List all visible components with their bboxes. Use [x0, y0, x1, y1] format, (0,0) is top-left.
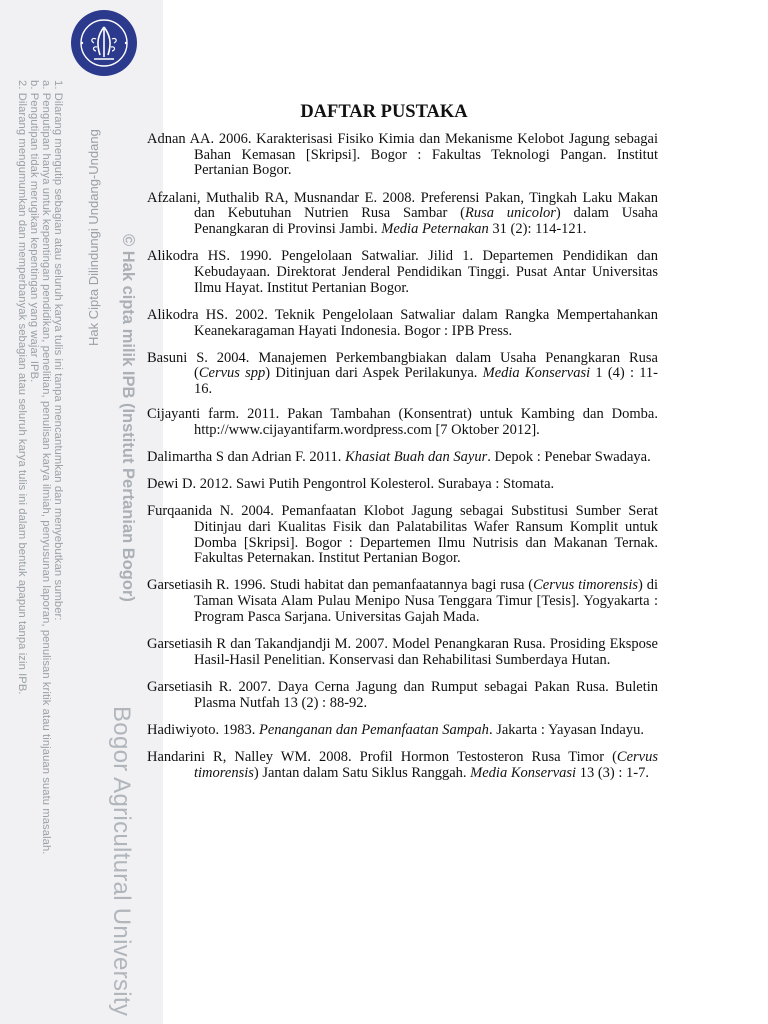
reference-text: ) dalam Usaha Penangkaran di Provinsi Jambi.: [194, 205, 658, 238]
reference-text: Afzalani, Muthalib RA, Musnandar E. 2008. Preferensi Pakan, Tingkah Laku Makan dan Kebutuhan Nutrien Rusa Sambar (: [147, 189, 658, 222]
reference-entry: [147, 723, 658, 739]
reference-text: ) Jantan dalam Satu Siklus Ranggah.: [253, 764, 471, 781]
reference-entry: [147, 132, 658, 179]
reference-entry: [147, 637, 658, 668]
reference-text: Garsetiasih R. 2007. Daya Cerna Jagung dan Rumput sebagai Pakan Rusa. Buletin Plasma Nutfah 13 (2) : 88-92.: [147, 678, 658, 711]
reference-text: ) di Taman Wisata Alam Pulau Menipo Nusa Tenggara Timur [Tesis]. Yogyakarta : Program Pasca Sarjana. Universitas Gajah Mada.: [194, 577, 658, 625]
reference-entry: [147, 407, 658, 438]
reference-entry: [147, 351, 658, 398]
reference-entry: [147, 750, 658, 781]
reference-text: ) Ditinjuan dari Aspek Perilakunya.: [265, 365, 483, 382]
reference-entry: [147, 477, 658, 493]
copyright-watermark: © Hak cipta milik IPB (Institut Pertanian Bogor): [119, 234, 137, 602]
reference-text: Adnan AA. 2006. Karakterisasi Fisiko Kimia dan Mekanisme Kelobot Jagung sebagai Bahan Kemasan [Skripsi]. Bogor : Fakultas Teknologi Pangan. Institut Pertanian Bogor.: [147, 131, 658, 179]
reference-text: Alikodra HS. 2002. Teknik Pengelolaan Satwaliar dalam Rangka Mempertahankan Keanekaragaman Hayati Indonesia. Bogor : IPB Press.: [147, 306, 658, 339]
reference-italic-text: Khasiat Buah dan Sayur: [345, 448, 488, 465]
reference-entry: [147, 450, 658, 466]
ipb-logo: [70, 9, 138, 77]
reference-entry: [147, 578, 658, 625]
reference-text: Handarini R, Nalley WM. 2008. Profil Hormon Testosteron Rusa Timor (: [147, 749, 617, 766]
reference-text: Hadiwiyoto. 1983.: [147, 721, 259, 738]
reference-italic-text: Media Konservasi: [482, 365, 591, 382]
reference-italic-text: Media Peternakan: [381, 221, 489, 238]
reference-entry: [147, 308, 658, 339]
notice-line-2: a. Pengutipan hanya untuk kepentingan pendidikan, penelitian, penulisan karya ilmiah, penyusunan laporan, penulisan kritik atau tinjauan suatu masalah.: [40, 80, 52, 855]
reference-italic-text: Rusa unicolor: [464, 205, 556, 222]
reference-italic-text: Cervus timorensis: [533, 577, 638, 594]
reference-entry: [147, 680, 658, 711]
reference-text: Cijayanti farm. 2011. Pakan Tambahan (Konsentrat) untuk Kambing dan Domba. http://www.cijayantifarm.wordpress.com [7 Oktober 2012].: [147, 405, 658, 438]
reference-entry: [147, 191, 658, 238]
reference-text: Dalimartha S dan Adrian F. 2011.: [147, 448, 346, 465]
notice-line-4: 2. Dilarang mengumumkan dan memperbanyak sebagian atau seluruh karya tulis ini dalam bentuk apapun tanpa izin IPB.: [16, 80, 28, 695]
reference-italic-text: Cervus timorensis: [194, 749, 658, 781]
copyright-title: Hak Cipta Dilindungi Undang-Undang: [86, 129, 101, 346]
reference-text: 31 (2): 114-121.: [488, 221, 587, 238]
university-watermark: Bogor Agricultural University: [108, 706, 135, 1017]
notice-line-3: b. Pengutipan tidak merugikan kepentingan yang wajar IPB.: [28, 80, 40, 383]
reference-italic-text: Cervus spp: [198, 365, 266, 382]
reference-text: . Jakarta : Yayasan Indayu.: [488, 721, 644, 738]
reference-text: Garsetiasih R. 1996. Studi habitat dan pemanfaatannya bagi rusa (: [147, 577, 534, 594]
reference-list: [147, 132, 658, 793]
reference-text: Alikodra HS. 1990. Pengelolaan Satwaliar. Jilid 1. Departemen Pendidikan dan Kebudayaan. Direktorat Jenderal Pendidikan Tinggi. Pusat Antar Universitas Ilmu Hayat. Institut Pertanian Bogor.: [147, 248, 658, 296]
reference-text: Dewi D. 2012. Sawi Putih Pengontrol Kolesterol. Surabaya : Stomata.: [147, 475, 555, 492]
reference-text: Garsetiasih R dan Takandjandji M. 2007. Model Penangkaran Rusa. Prosiding Ekspose Hasil-Hasil Penelitian. Konservasi dan Rehabilitasi Sumberdaya Hutan.: [147, 636, 658, 668]
reference-text: Basuni S. 2004. Manajemen Perkembangbiakan dalam Usaha Penangkaran Rusa (: [147, 349, 658, 382]
reference-text: Furqaanida N. 2004. Pemanfaatan Klobot Jagung sebagai Substitusi Sumber Serat Ditinjau dari Kualitas Fisik dan Palatabilitas Wafer Ransum Komplit untuk Domba [Skripsi]. Bogor : Departemen Ilmu Nutrisis dan Makanan Ternak. Fakultas Peternakan. Institut Pertanian Bogor.: [147, 503, 658, 567]
reference-text: . Depok : Penebar Swadaya.: [487, 448, 651, 465]
reference-text: 1 (4) : 11-16.: [194, 365, 658, 398]
page-title: DAFTAR PUSTAKA: [300, 102, 468, 122]
reference-entry: [147, 504, 658, 567]
reference-entry: [147, 249, 658, 296]
reference-text: 13 (3) : 1-7.: [576, 764, 649, 781]
notice-line-1: 1. Dilarang mengutip sebagian atau seluruh karya tulis ini tanpa mencantumkan dan menyebutkan sumber:: [52, 80, 64, 621]
reference-italic-text: Media Konservasi: [470, 764, 577, 781]
reference-italic-text: Penanganan dan Pemanfaatan Sampah: [258, 721, 489, 738]
